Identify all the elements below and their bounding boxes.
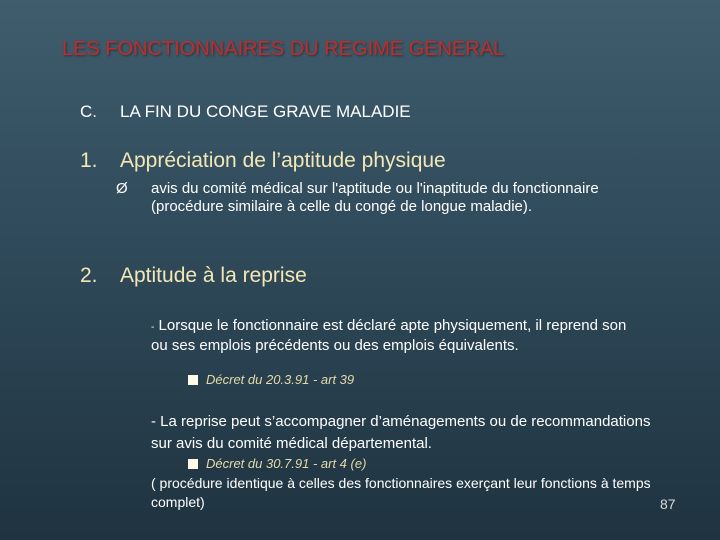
reference-1-text: Décret du 20.3.91 - art 39 bbox=[206, 372, 355, 387]
slide-title: LES FONCTIONNAIRES DU REGIME GENERAL bbox=[62, 38, 505, 60]
reference-1 bbox=[188, 372, 354, 387]
page-number: 87 bbox=[660, 496, 676, 512]
reference-2 bbox=[188, 456, 366, 471]
section-number: C. bbox=[80, 102, 97, 121]
dash-bullet: - bbox=[151, 322, 155, 333]
item-1-text: Appréciation de l’aptitude physique bbox=[120, 149, 446, 172]
item-1-detail: avis du comité médical sur l'aptitude ou l'inaptitude du fonctionnaire (procédure similaire à celle du congé de longue maladie). bbox=[151, 180, 599, 215]
heading-item-2 bbox=[80, 264, 307, 288]
sub-paragraph-2: - La reprise peut s’accompagner d’aménagements ou de recommandations sur avis du comité médical départemental. bbox=[151, 413, 651, 452]
section-heading bbox=[80, 102, 411, 122]
sub-paragraph-1 bbox=[151, 317, 631, 355]
item-2-text: Aptitude à la reprise bbox=[120, 264, 307, 287]
square-bullet-icon bbox=[188, 375, 198, 385]
item-2-number: 2. bbox=[80, 264, 98, 287]
heading-item-1 bbox=[80, 149, 446, 173]
sub-paragraph-3: ( procédure identique à celles des fonctionnaires exerçant leur fonctions à temps complet) bbox=[151, 475, 651, 510]
item-1-number: 1. bbox=[80, 149, 98, 172]
reference-2-text: Décret du 30.7.91 - art 4 (e) bbox=[206, 456, 367, 471]
sub-paragraph-1-text: Lorsque le fonctionnaire est déclaré apte physiquement, il reprend son ou ses emplois précédents ou des emplois équivalents. bbox=[151, 317, 627, 354]
section-text: LA FIN DU CONGE GRAVE MALADIE bbox=[120, 102, 411, 121]
square-bullet-icon bbox=[188, 459, 198, 469]
arrow-bullet-icon: Ø bbox=[116, 180, 128, 197]
